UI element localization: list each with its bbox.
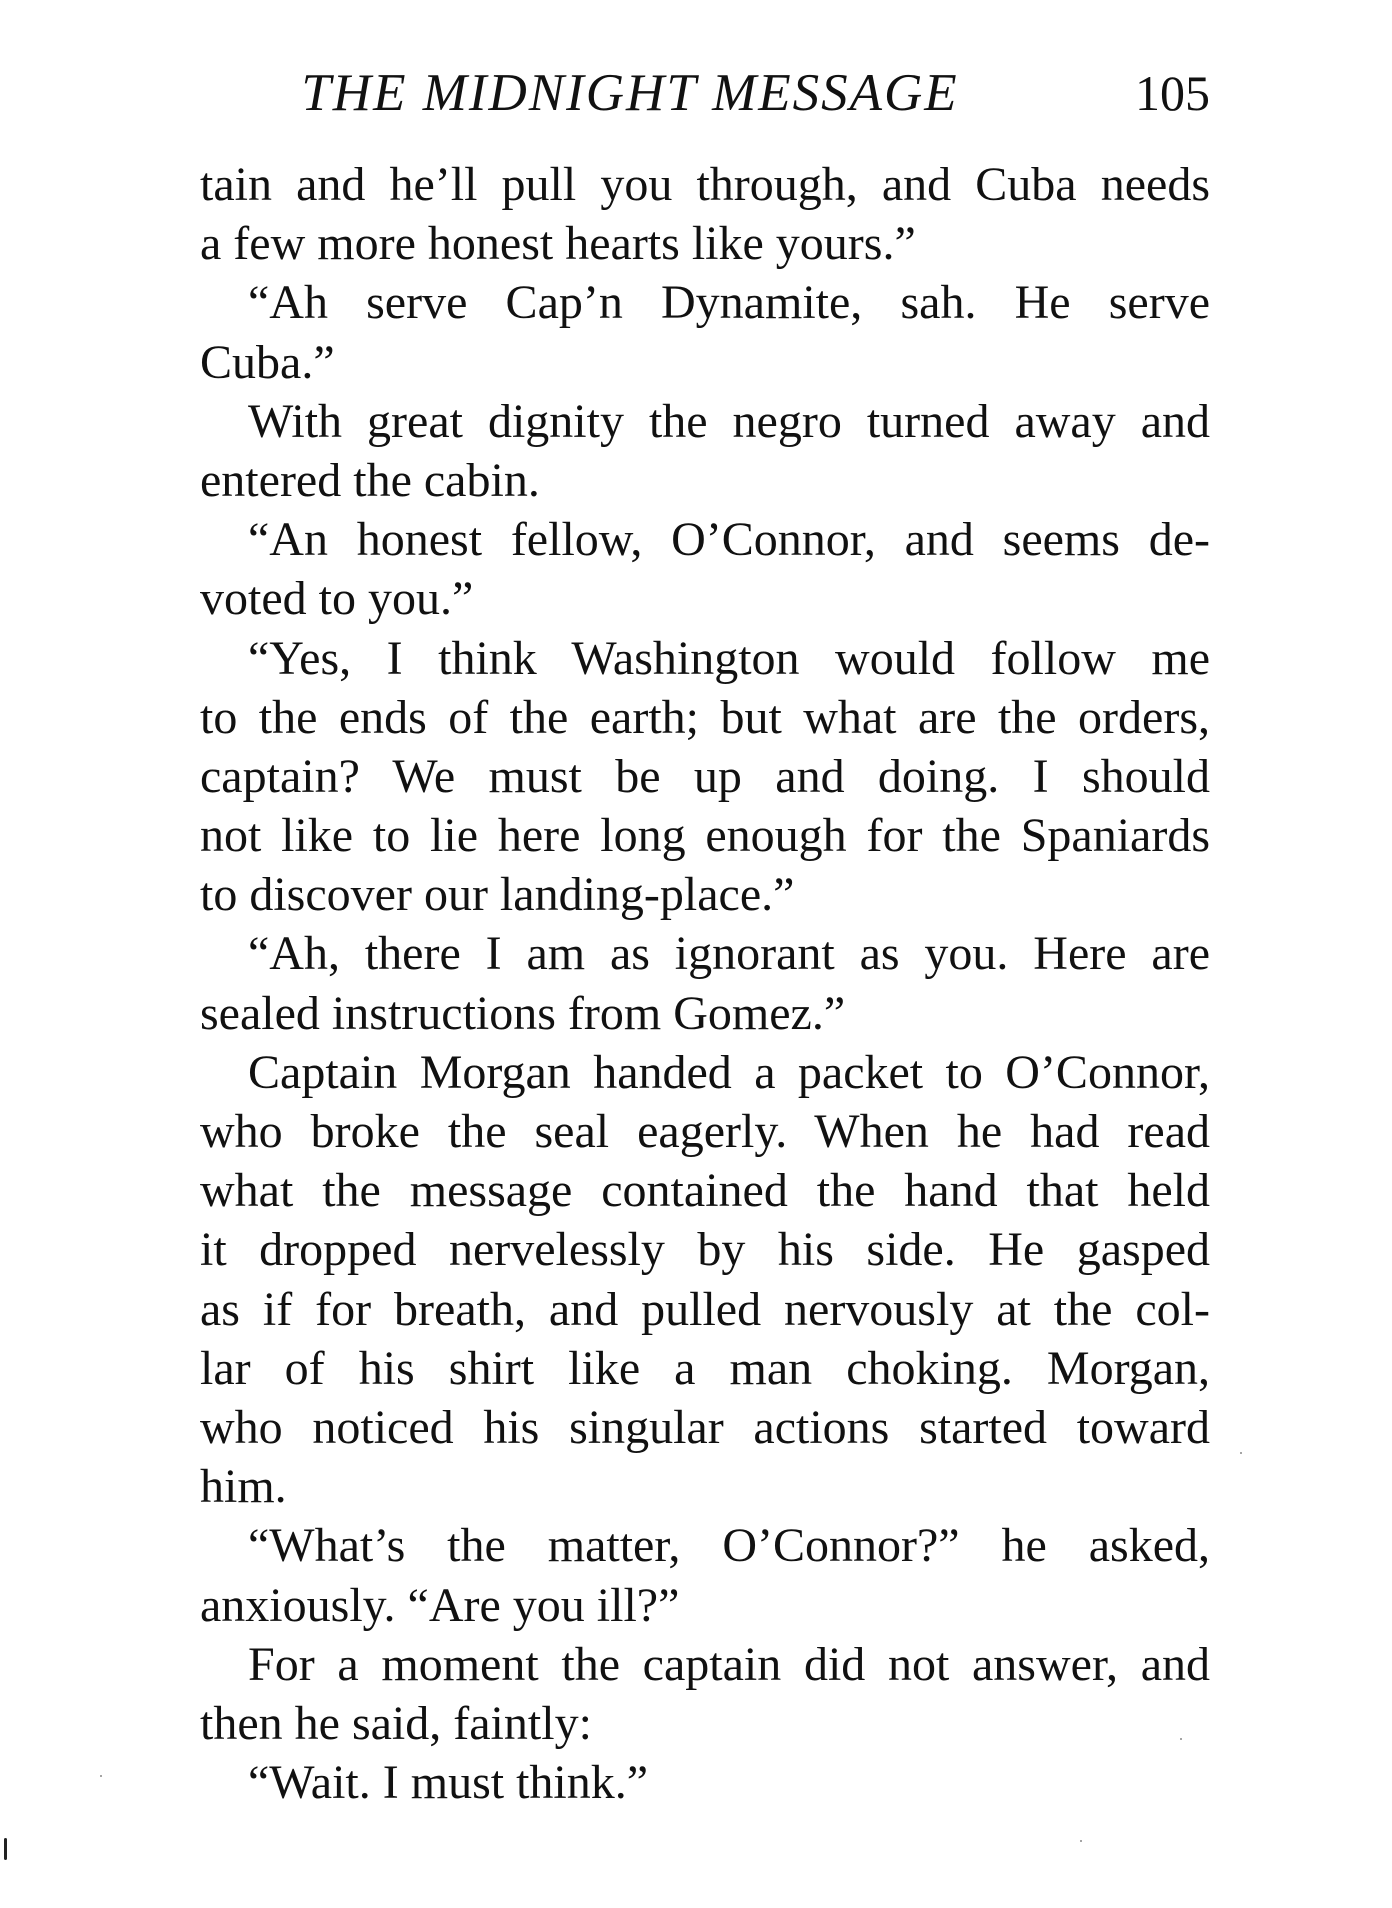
text-line: “What’s the matter, O’Connor?” he asked, [248, 1519, 1210, 1573]
text-line: “Ah serve Cap’n Dynamite, sah. He serve [248, 276, 1210, 330]
page-number: 105 [1135, 65, 1210, 121]
text-line: sealed instructions from Gomez.” [200, 986, 846, 1040]
text-line: to the ends of the earth; but what are the orders, [200, 690, 1210, 744]
text-line: it dropped nervelessly by his side. He gasped [200, 1223, 1210, 1277]
scan-speck [1080, 1840, 1082, 1842]
scan-speck [1180, 1738, 1182, 1740]
text-line: what the message contained the hand that held [200, 1164, 1210, 1218]
text-line: For a moment the captain did not answer, and [248, 1637, 1210, 1691]
text-line: Cuba.” [200, 335, 335, 389]
text-line: then he said, faintly: [200, 1696, 592, 1750]
text-line: “Ah, there I am as ignorant as you. Here are [248, 927, 1210, 981]
text-line: Captain Morgan handed a packet to O’Connor, [248, 1045, 1210, 1099]
text-line: “An honest fellow, O’Connor, and seems de- [248, 513, 1210, 567]
text-line: him. [200, 1460, 287, 1514]
scan-edge-mark [4, 1838, 7, 1860]
text-line: captain? We must be up and doing. I should [200, 749, 1210, 803]
text-line: entered the cabin. [200, 453, 540, 507]
text-line: lar of his shirt like a man choking. Morgan, [200, 1341, 1210, 1395]
text-line: who broke the seal eagerly. When he had read [200, 1105, 1210, 1158]
text-line: not like to lie here long enough for the Spaniards [200, 809, 1210, 863]
text-line: a few more honest hearts like yours.” [200, 217, 916, 271]
text-line: voted to you.” [200, 572, 474, 626]
running-head [200, 58, 1210, 128]
text-line: as if for breath, and pulled nervously at the col- [200, 1282, 1210, 1336]
text-line: “Wait. I must think.” [248, 1756, 649, 1810]
running-title: THE MIDNIGHT MESSAGE [301, 64, 959, 122]
scan-speck [1240, 1452, 1242, 1454]
text-line: who noticed his singular actions started toward [200, 1400, 1210, 1454]
text-line: to discover our landing-place.” [200, 868, 795, 922]
text-line: anxiously. “Are you ill?” [200, 1578, 680, 1632]
text-line: tain and he’ll pull you through, and Cuba needs [200, 158, 1210, 211]
text-line: With great dignity the negro turned away and [248, 394, 1210, 448]
text-line: “Yes, I think Washington would follow me [248, 631, 1210, 685]
scan-speck [100, 1775, 102, 1777]
body-text [200, 155, 1210, 1812]
